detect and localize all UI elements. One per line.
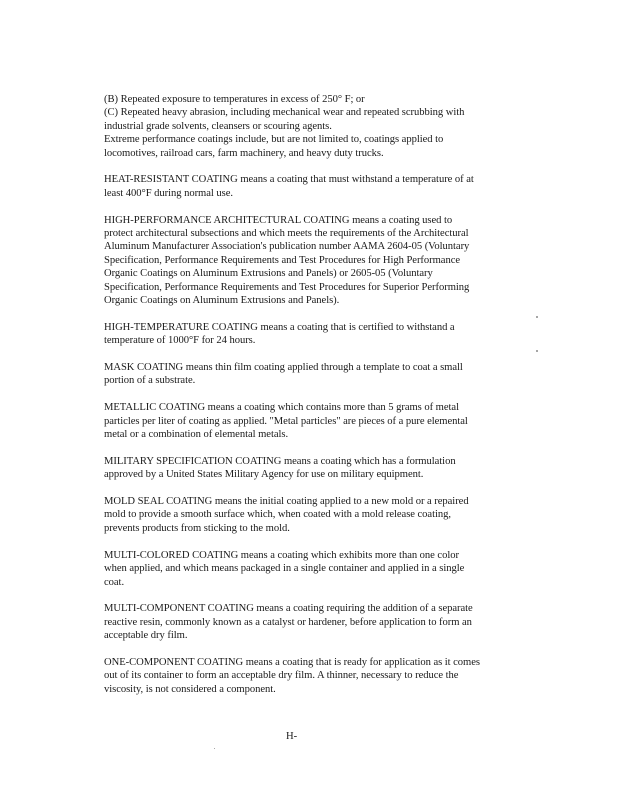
text-line: temperature of 1000°F for 24 hours.	[104, 335, 256, 347]
definition-heat-resistant-coating	[104, 173, 518, 200]
document-body	[104, 93, 518, 710]
text-line: Extreme performance coatings include, but are not limited to, coatings applied to	[104, 134, 444, 146]
definition-high-temperature-coating	[104, 321, 518, 348]
text-line: locomotives, railroad cars, farm machinery, and heavy duty trucks.	[104, 147, 384, 159]
text-line: (C) Repeated heavy abrasion, including mechanical wear and repeated scrubbing with	[104, 107, 465, 119]
text-line: Organic Coatings on Aluminum Extrusions and Panels).	[104, 295, 340, 307]
text-line: particles per liter of coating as applied. "Metal particles" are pieces of a pure elemental	[104, 415, 468, 427]
text-line: portion of a substrate.	[104, 375, 196, 387]
text-line: protect architectural subsections and which meets the requirements of the Architectural	[104, 228, 469, 240]
text-line: HIGH-TEMPERATURE COATING means a coating that is certified to withstand a	[104, 321, 455, 333]
text-line: Specification, Performance Requirements and Test Procedures for High Performance	[104, 254, 461, 266]
definition-mold-seal-coating	[104, 495, 518, 535]
text-line: reactive resin, commonly known as a catalyst or hardener, before application to form an	[104, 616, 472, 628]
definition-mask-coating	[104, 361, 518, 388]
text-line: MULTI-COMPONENT COATING means a coating requiring the addition of a separate	[104, 603, 473, 615]
definition-one-component-coating	[104, 656, 518, 696]
text-line: MILITARY SPECIFICATION COATING means a coating which has a formulation	[104, 455, 456, 467]
text-line: least 400°F during normal use.	[104, 187, 233, 199]
scan-speck	[536, 316, 538, 318]
text-line: METALLIC COATING means a coating which contains more than 5 grams of metal	[104, 402, 459, 414]
text-line: prevents products from sticking to the mold.	[104, 522, 290, 534]
definition-military-specification-coating	[104, 455, 518, 482]
text-line: HIGH-PERFORMANCE ARCHITECTURAL COATING means a coating used to	[104, 214, 453, 226]
text-line: out of its container to form an acceptable dry film. A thinner, necessary to reduce the	[104, 670, 459, 682]
definition-high-performance-architectural-coating	[104, 214, 518, 308]
text-line: mold to provide a smooth surface which, when coated with a mold release coating,	[104, 509, 451, 521]
definition-metallic-coating	[104, 401, 518, 441]
intro-paragraph	[104, 93, 518, 160]
text-line: HEAT-RESISTANT COATING means a coating that must withstand a temperature of at	[104, 174, 474, 186]
page-number: H-	[286, 731, 298, 742]
definition-multi-component-coating	[104, 602, 518, 642]
text-line: Organic Coatings on Aluminum Extrusions and Panels) or 2605-05 (Voluntary	[104, 268, 433, 280]
text-line: when applied, and which means packaged in a single container and applied in a single	[104, 563, 465, 575]
text-line: ONE-COMPONENT COATING means a coating that is ready for application as it comes	[104, 656, 480, 668]
text-line: MOLD SEAL COATING means the initial coating applied to a new mold or a repaired	[104, 496, 469, 508]
text-line: viscosity, is not considered a component.	[104, 683, 276, 695]
scan-speck	[536, 350, 538, 352]
text-line: Specification, Performance Requirements and Test Procedures for Superior Performing	[104, 281, 470, 293]
text-line: MASK COATING means thin film coating applied through a template to coat a small	[104, 362, 463, 374]
scan-speck	[214, 748, 215, 749]
text-line: (B) Repeated exposure to temperatures in excess of 250° F; or	[104, 94, 365, 105]
definition-multi-colored-coating	[104, 549, 518, 589]
text-line: coat.	[104, 576, 125, 588]
text-line: Aluminum Manufacturer Association's publication number AAMA 2604-05 (Voluntary	[104, 241, 470, 253]
text-line: metal or a combination of elemental metals.	[104, 429, 289, 441]
text-line: industrial grade solvents, cleansers or scouring agents.	[104, 120, 332, 132]
text-line: MULTI-COLORED COATING means a coating which exhibits more than one color	[104, 549, 459, 561]
text-line: approved by a United States Military Agency for use on military equipment.	[104, 469, 424, 481]
text-line: acceptable dry film.	[104, 630, 188, 642]
